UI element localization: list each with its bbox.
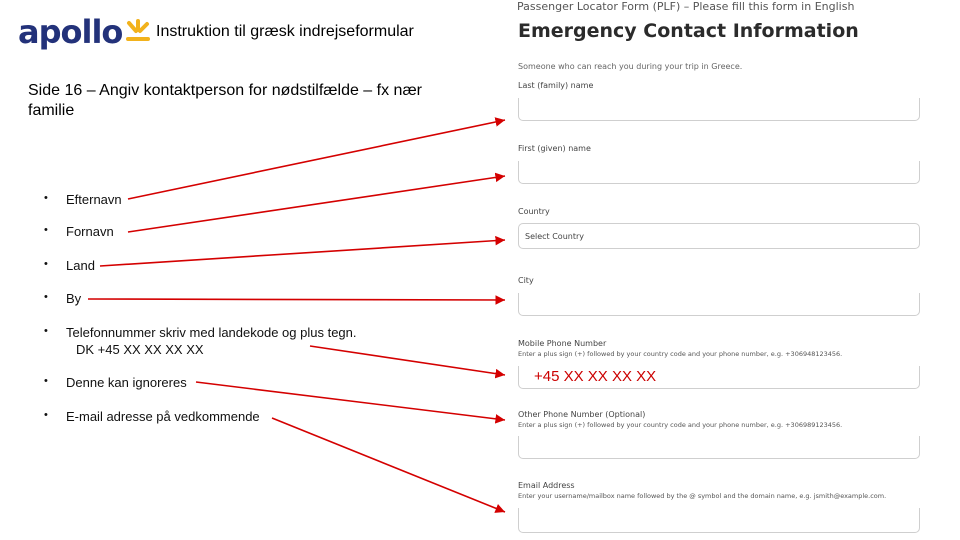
arrow-other-phone <box>196 382 505 420</box>
mobile-phone-hint: Enter a plus sign (+) followed by your country code and your phone number, e.g. +306948123456. <box>518 350 843 358</box>
bullet-dot: • <box>44 325 48 337</box>
bullet-dot: • <box>44 192 48 204</box>
arrow-first-name <box>128 176 505 232</box>
arrow-last-name <box>128 120 505 199</box>
arrow-email <box>272 418 505 512</box>
first-name-label: First (given) name <box>518 144 591 153</box>
form-title: Emergency Contact Information <box>518 20 859 42</box>
arrow-country <box>100 240 505 266</box>
form-description: Someone who can reach you during your trip in Greece. <box>518 62 743 71</box>
email-hint: Enter your username/mailbox name followed by the @ symbol and the domain name, e.g. jsmith@example.com. <box>518 492 887 500</box>
arrow-city <box>88 299 505 300</box>
phone-example-annotation: +45 XX XX XX XX <box>534 368 657 385</box>
bullet-dot: • <box>44 375 48 387</box>
arrow-phone <box>310 346 505 375</box>
bullet-dot: • <box>44 258 48 270</box>
logo-wordmark: apollo <box>18 13 123 51</box>
last-name-label: Last (family) name <box>518 81 594 90</box>
bullet-dot: • <box>44 409 48 421</box>
form-header: Passenger Locator Form (PLF) – Please fill this form in English <box>517 0 855 13</box>
other-phone-label: Other Phone Number (Optional) <box>518 410 646 419</box>
country-label: Country <box>518 207 550 216</box>
bullet-dot: • <box>44 291 48 303</box>
mobile-phone-label: Mobile Phone Number <box>518 339 607 348</box>
email-label: Email Address <box>518 481 575 490</box>
slide-title: Instruktion til græsk indrejseformular <box>156 23 414 40</box>
slide-subtitle: Side 16 – Angiv kontaktperson for nødstilfælde – fx nær familie <box>28 82 422 119</box>
other-phone-hint: Enter a plus sign (+) followed by your country code and your phone number, e.g. +306989123456. <box>518 421 843 429</box>
country-placeholder: Select Country <box>525 232 585 241</box>
city-label: City <box>518 276 534 285</box>
bullet-dot: • <box>44 224 48 236</box>
